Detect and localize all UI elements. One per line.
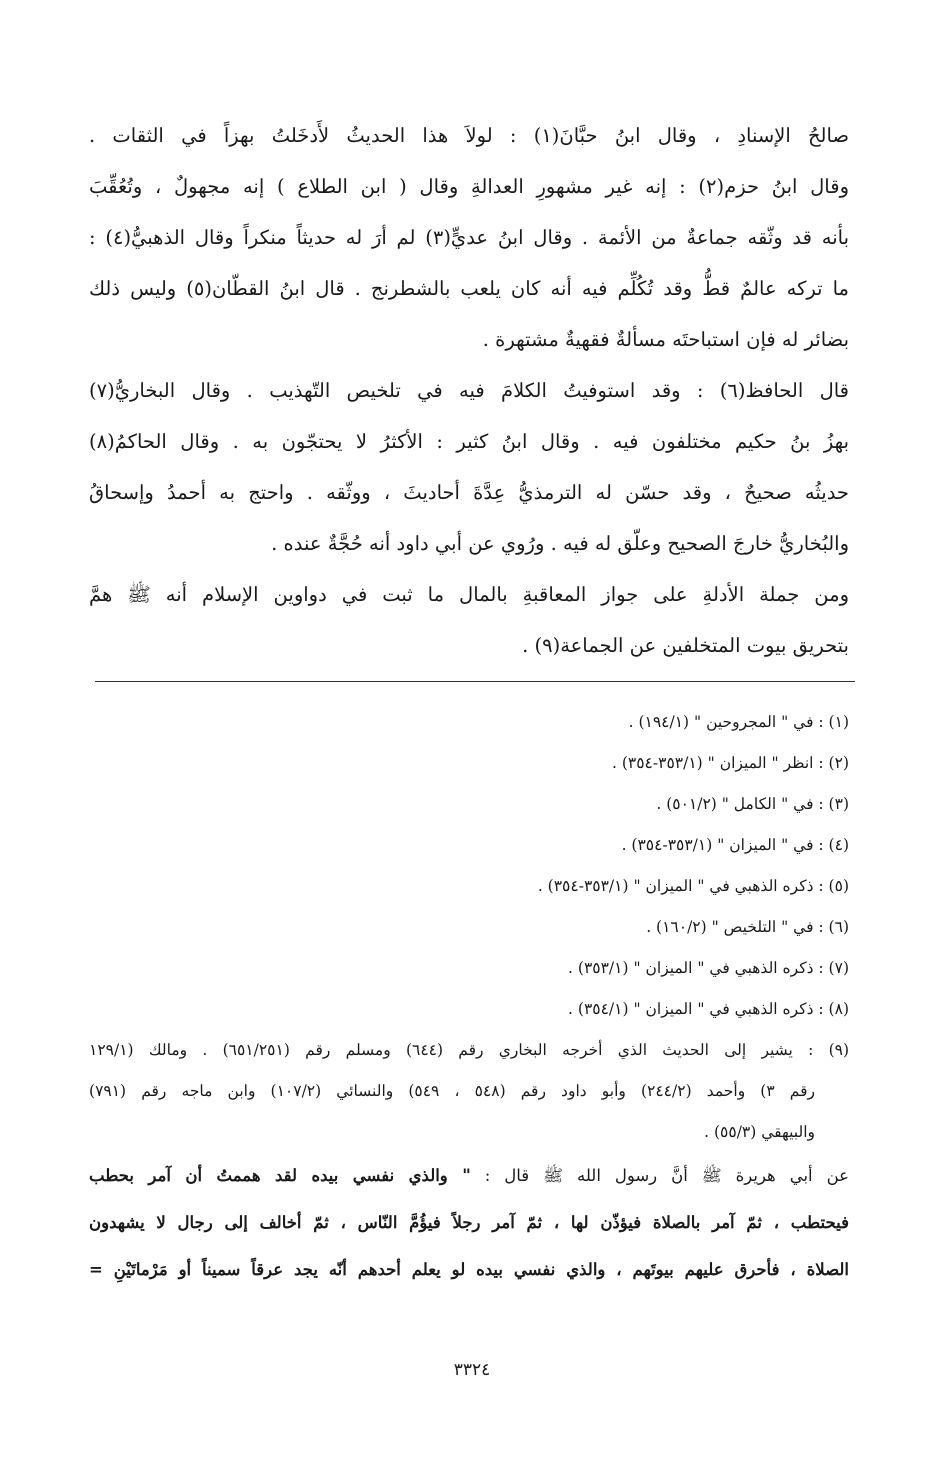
- text-line: بتحريق بيوت المتخلفين عن الجماعة(٩) .: [522, 634, 849, 657]
- text-line: بضائر له فإن استباحتَه مسألةٌ فقهيةٌ مشتهرة .: [482, 328, 849, 351]
- hadith-intro: عن أبي هريرة ﷺ أنَّ رسول الله ﷺ قال :: [470, 1166, 849, 1185]
- text-line: حديثُه صحيحٌ ، وقد حسّن له الترمذيُّ عِدَّةَ أحاديثَ ، ووثّقه . واحتج به أحمدُ وإسحاقُ: [89, 481, 849, 504]
- footnote-divider: [95, 681, 855, 682]
- footnote-continuation: رقم ٣) وأحمد (٢٤٤/٢) وأبو داود رقم (٥٤٨ ، ٥٤٩) والنسائي (١٠٧/٢) وابن ماجه رقم (٧٩١): [89, 1082, 815, 1100]
- footnotes: [89, 702, 849, 1153]
- text-line: ما تركه عالمٌ قطُّ وقد تُكُلِّم فيه أنه كان يلعب بالشطرنج . قال ابنُ القطّان(٥) وليس ذلك: [89, 277, 849, 300]
- hadith-line: الصلاة ، فأحرق عليهم بيوتَهم ، والذي نفسي بيده لو يعلم أحدهم أنّه يجد عرقاً سميناً أو مَرْماتَيْنِ =: [89, 1260, 849, 1279]
- footnote: (٢) : انظر " الميزان " (٣٥٣/١-٣٥٤) .: [612, 754, 849, 772]
- hadith-line: [89, 1152, 849, 1199]
- text-line: والبُخاريُّ خارجَ الصحيح وعلّق له فيه . ورُوي عن أبي داود أنه حُجَّةٌ عنده .: [271, 532, 849, 555]
- footnote: (٧) : ذكره الذهبي في " الميزان " (٣٥٣/١) .: [568, 959, 849, 977]
- footnote: (٤) : في " الميزان " (٣٥٣/١-٣٥٤) .: [621, 836, 849, 854]
- footnote: (٣) : في " الكامل " (٥٠١/٢) .: [656, 795, 849, 813]
- hadith-quote: " والذي نفسي بيده لقد هممتُ أن آمر بحطب: [89, 1166, 471, 1185]
- page-number: ٣٣٢٤: [453, 1360, 491, 1380]
- text-line: صالحُ الإسنادِ ، وقال ابنُ حبَّانَ(١) : لولاَ هذا الحديثُ لأَدخَلتُ بهزاً في الثقات .: [89, 124, 849, 147]
- footnote: (٦) : في " التلخيص " (١٦٠/٢) .: [646, 918, 849, 936]
- footnote: (٥) : ذكره الذهبي في " الميزان " (٣٥٣/١-٣٥٤) .: [537, 877, 849, 895]
- text-line: بهزُ بنُ حكيم مختلفون فيه . وقال ابنُ كثير : الأكثرُ لا يحتجّون به . وقال الحاكمُ(٨): [89, 430, 849, 453]
- footnote-continuation: والبيهقي (٥٥/٣) .: [704, 1123, 815, 1141]
- text-line: بأنه قد وثّقه جماعةٌ من الأئمة . وقال ابنُ عديٍّ(٣) لم أرَ له حديثاً منكراً وقال الذهبيُّ(٤) :: [89, 226, 849, 249]
- footnote: (٩) : يشير إلى الحديث الذي أخرجه البخاري رقم (٦٤٤) ومسلم رقم (٦٥١/٢٥١) . ومالك (١٢٩/١: [89, 1041, 849, 1059]
- main-text: [89, 110, 849, 671]
- text-line: قال الحافظ(٦) : وقد استوفيتُ الكلامَ فيه في تلخيص التّهذيب . وقال البخاريُّ(٧): [89, 379, 849, 402]
- hadith-line: فيحتطب ، ثمّ آمر بالصلاة فيؤذّن لها ، ثمّ آمر رجلاً فيؤُمَّ النّاس ، ثمّ أخالف إلى رجال لا يشهدون: [89, 1213, 849, 1232]
- text-line: وقال ابنُ حزم(٢) : إنه غير مشهورِ العدالةِ وقال ( ابن الطلاع ) إنه مجهولٌ ، وتُعُقِّبَ: [89, 175, 849, 198]
- footnote: (٨) : ذكره الذهبي في " الميزان " (٣٥٤/١) .: [568, 1000, 849, 1018]
- text-line: ومن جملة الأدلةِ على جواز المعاقبةِ بالمال ما ثبت في دواوين الإسلام أنه ﷺ همَّ: [89, 583, 849, 606]
- hadith-text: [89, 1152, 849, 1293]
- footnote: (١) : في " المجروحين " (١٩٤/١) .: [628, 713, 849, 731]
